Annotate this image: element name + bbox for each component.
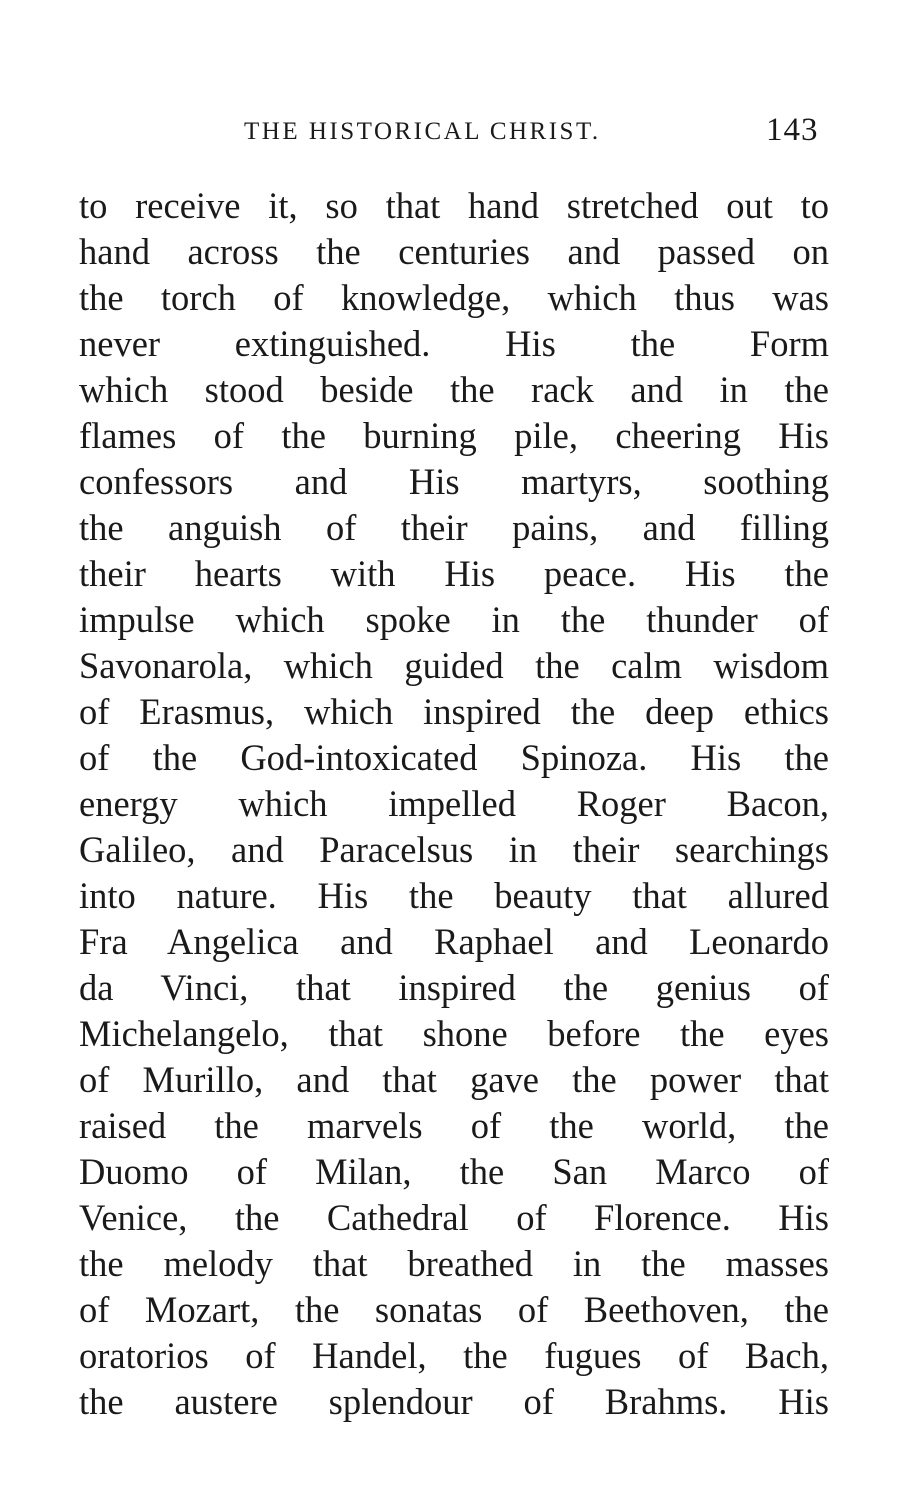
- text-line: Michelangelo, that shone before the eyes: [79, 1013, 829, 1054]
- page-number: 143: [766, 112, 819, 148]
- text-line: Venice, the Cathedral of Florence. His: [79, 1197, 829, 1238]
- text-line: to receive it, so that hand stretched out to: [79, 185, 829, 226]
- text-line: the melody that breathed in the masses: [79, 1243, 829, 1284]
- text-line: oratorios of Handel, the fugues of Bach,: [79, 1335, 829, 1376]
- body-text: [79, 183, 829, 1425]
- text-line: of Murillo, and that gave the power that: [79, 1059, 829, 1100]
- text-line: flames of the burning pile, cheering His: [79, 415, 829, 456]
- text-line: impulse which spoke in the thunder of: [79, 599, 829, 640]
- text-line: their hearts with His peace. His the: [79, 553, 829, 594]
- text-line: energy which impelled Roger Bacon,: [79, 783, 829, 824]
- text-line: the austere splendour of Brahms. His: [79, 1381, 829, 1422]
- text-line: da Vinci, that inspired the genius of: [79, 967, 829, 1008]
- text-line: never extinguished. His the Form: [79, 323, 829, 364]
- text-line: which stood beside the rack and in the: [79, 369, 829, 410]
- text-line: Galileo, and Paracelsus in their searchings: [79, 829, 829, 870]
- text-line: confessors and His martyrs, soothing: [79, 461, 829, 502]
- text-line: raised the marvels of the world, the: [79, 1105, 829, 1146]
- running-head: [0, 112, 900, 152]
- text-line: into nature. His the beauty that allured: [79, 875, 829, 916]
- text-line: Savonarola, which guided the calm wisdom: [79, 645, 829, 686]
- text-line: Duomo of Milan, the San Marco of: [79, 1151, 829, 1192]
- text-line: Fra Angelica and Raphael and Leonardo: [79, 921, 829, 962]
- text-line: of Mozart, the sonatas of Beethoven, the: [79, 1289, 829, 1330]
- running-title: THE HISTORICAL CHRIST.: [244, 118, 601, 145]
- text-line: hand across the centuries and passed on: [79, 231, 829, 272]
- text-line: of Erasmus, which inspired the deep ethics: [79, 691, 829, 732]
- text-line: the anguish of their pains, and filling: [79, 507, 829, 548]
- text-line: the torch of knowledge, which thus was: [79, 277, 829, 318]
- text-line: of the God-intoxicated Spinoza. His the: [79, 737, 829, 778]
